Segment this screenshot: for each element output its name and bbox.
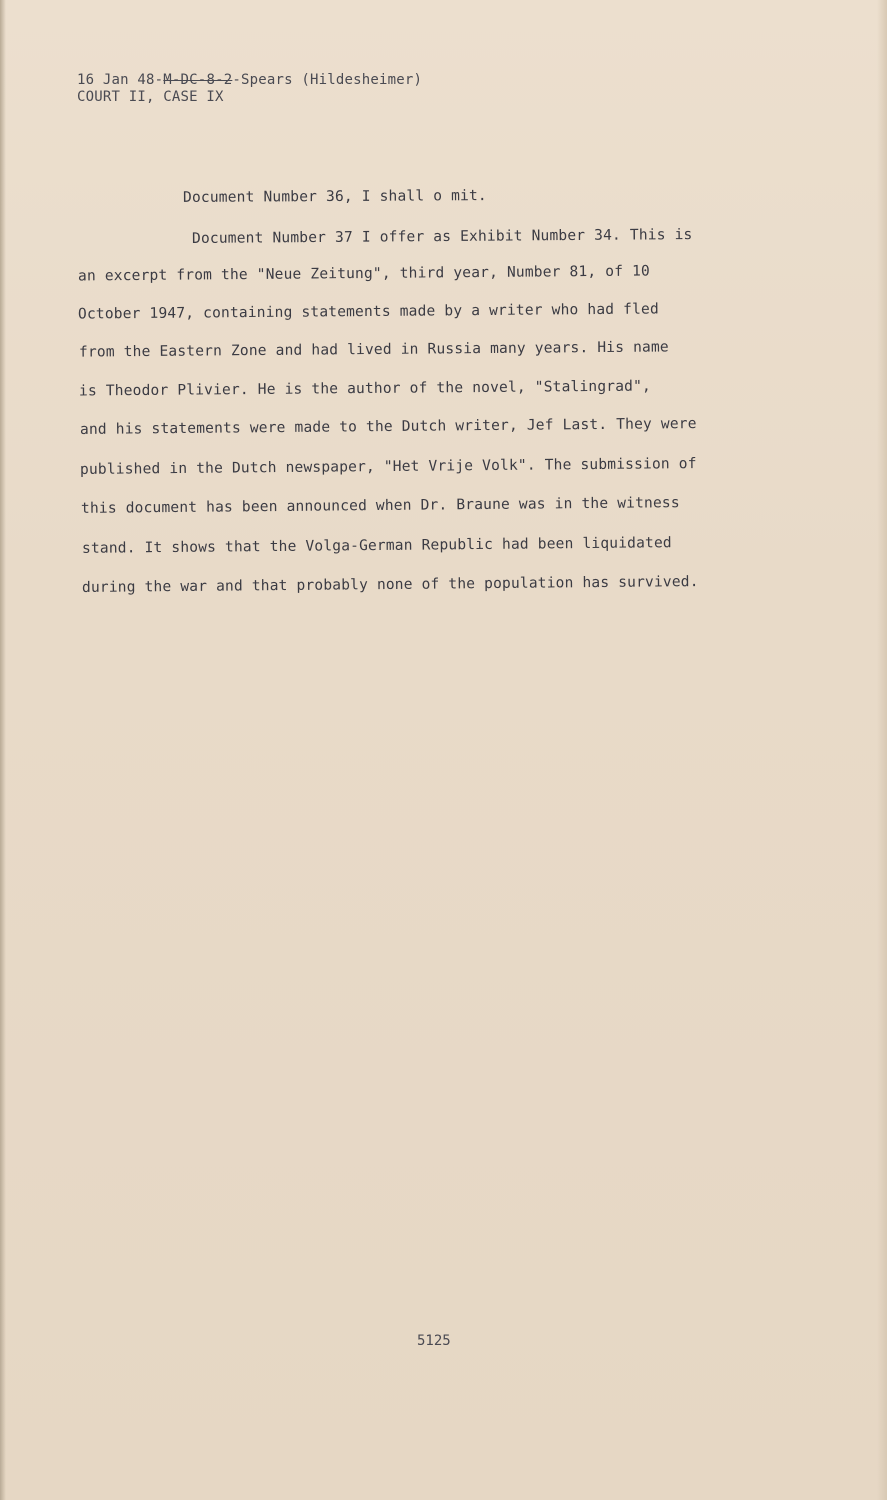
page-left-edge [0,0,6,1500]
page-number: 5125 [417,1333,451,1349]
body-line-2: Document Number 37 I offer as Exhibit Number 34. This is [191,226,693,247]
header-date-line [77,72,422,89]
body-line-4: October 1947, containing statements made by a writer who had fled [77,300,659,323]
body-line-1: Document Number 36, I shall o mit. [182,187,487,206]
body-line-5: from the Eastern Zone and had lived in Russia many years. His name [78,338,669,361]
body-line-7: and his statements were made to the Dutch writer, Jef Last. They were [79,415,697,438]
body-line-8: published in the Dutch newspaper, "Het Vrije Volk". The submission of [79,455,697,478]
body-line-3: an excerpt from the "Neue Zeitung", third year, Number 81, of 10 [77,262,650,285]
document-header [77,72,422,106]
body-line-11: during the war and that probably none of the population has survived. [81,573,699,596]
body-line-9: this document has been announced when Dr. Braune was in the witness [80,494,680,517]
header-struck-code: M-DC-8-2 [163,72,233,88]
header-court-case: COURT II, CASE IX [77,89,224,105]
body-line-6: is Theodor Plivier. He is the author of the novel, "Stalingrad", [78,377,651,400]
header-date-prefix: 16 Jan 48- [77,72,164,88]
body-line-10: stand. It shows that the Volga-German Republic had been liquidated [81,534,672,557]
page-right-edge [877,0,887,1500]
header-reporter: -Spears (Hildesheimer) [232,72,423,88]
